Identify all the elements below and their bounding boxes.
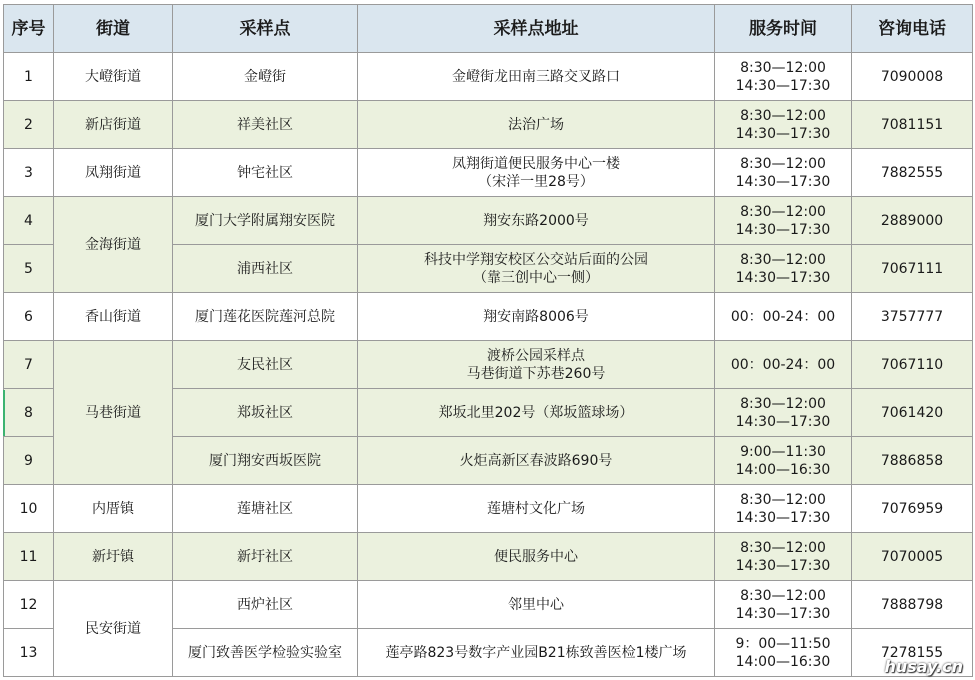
cell-street: 新圩镇: [54, 533, 173, 581]
cell-phone: 7882555: [852, 149, 973, 197]
sampling-sites-table: [3, 4, 973, 677]
cell-street: 内厝镇: [54, 485, 173, 533]
cell-site: 厦门致善医学检验实验室: [173, 629, 358, 677]
cell-phone: 7067110: [852, 341, 973, 389]
cell-address: [358, 389, 715, 437]
time-line: 14:30—17:30: [735, 269, 831, 286]
cell-no: 1: [4, 53, 54, 101]
cell-no: 11: [4, 533, 54, 581]
time-line: 14:30—17:30: [735, 125, 831, 142]
cell-time: [715, 149, 852, 197]
time-line: 14:30—17:30: [735, 221, 831, 238]
cell-no: 5: [4, 245, 54, 293]
cell-phone: 7888798: [852, 581, 973, 629]
time-line: 14:00—16:30: [735, 653, 831, 670]
time-line: 14:30—17:30: [735, 77, 831, 94]
cell-no: 4: [4, 197, 54, 245]
cell-street: 凤翔街道: [54, 149, 173, 197]
cell-site: 莲塘社区: [173, 485, 358, 533]
cell-phone: 7081151: [852, 101, 973, 149]
header-street: 街道: [54, 5, 173, 53]
cell-site: 厦门莲花医院莲河总院: [173, 293, 358, 341]
address-line: 金嶝街龙田南三路交叉路口: [452, 68, 620, 85]
cell-time: [715, 485, 852, 533]
cell-street: 金海街道: [54, 197, 173, 293]
table-row: [4, 533, 973, 581]
cell-phone: 7076959: [852, 485, 973, 533]
time-line: 8:30—12:00: [740, 587, 826, 604]
time-line: 14:30—17:30: [735, 605, 831, 622]
cell-street: 大嶝街道: [54, 53, 173, 101]
address-line: 翔安东路2000号: [483, 212, 589, 229]
cell-site: 金嶝街: [173, 53, 358, 101]
table-row: [4, 581, 973, 629]
time-line: 14:30—17:30: [735, 173, 831, 190]
cell-no: 6: [4, 293, 54, 341]
address-line: 法治广场: [508, 116, 564, 133]
cell-address: [358, 437, 715, 485]
cell-time: [715, 437, 852, 485]
table-row: [4, 341, 973, 389]
cell-time: [715, 101, 852, 149]
cell-site: 厦门大学附属翔安医院: [173, 197, 358, 245]
time-line: 8:30—12:00: [740, 155, 826, 172]
header-row: [4, 5, 973, 53]
cell-time: [715, 581, 852, 629]
time-line: 8:30—12:00: [740, 491, 826, 508]
time-line: 9:00—11:30: [740, 443, 826, 460]
cell-address: [358, 293, 715, 341]
time-line: 8:30—12:00: [740, 539, 826, 556]
table-row: [4, 149, 973, 197]
header-site: 采样点: [173, 5, 358, 53]
time-line: 8:30—12:00: [740, 251, 826, 268]
cell-no: 2: [4, 101, 54, 149]
cell-no: 3: [4, 149, 54, 197]
cell-address: [358, 485, 715, 533]
cell-time: [715, 533, 852, 581]
cell-no: 7: [4, 341, 54, 389]
cell-phone: 7886858: [852, 437, 973, 485]
cell-phone: 7090008: [852, 53, 973, 101]
cell-time: [715, 389, 852, 437]
selection-marker: [3, 390, 5, 436]
cell-street: 香山街道: [54, 293, 173, 341]
address-line: 邻里中心: [508, 596, 564, 613]
address-line: 凤翔街道便民服务中心一楼: [452, 155, 620, 172]
cell-phone: 7278155: [852, 629, 973, 677]
time-line: 14:30—17:30: [735, 413, 831, 430]
address-line: 翔安南路8006号: [483, 308, 589, 325]
cell-street: 民安街道: [54, 581, 173, 677]
cell-site: 友民社区: [173, 341, 358, 389]
time-line: 8:30—12:00: [740, 59, 826, 76]
cell-address: [358, 53, 715, 101]
cell-phone: 7070005: [852, 533, 973, 581]
cell-address: [358, 149, 715, 197]
time-line: 8:30—12:00: [740, 107, 826, 124]
address-line: （宋洋一里28号）: [478, 173, 594, 190]
address-line: 火炬高新区春波路690号: [459, 452, 613, 469]
table-row: [4, 53, 973, 101]
address-line: 莲亭路823号数字产业园B21栋致善医检1楼广场: [385, 644, 687, 661]
cell-street: 新店街道: [54, 101, 173, 149]
time-line: 00：00-24：00: [730, 308, 836, 325]
cell-no: 9: [4, 437, 54, 485]
cell-address: [358, 245, 715, 293]
address-line: 郑坂北里202号（郑坂篮球场）: [438, 404, 634, 421]
cell-no: 12: [4, 581, 54, 629]
time-line: 14:30—17:30: [735, 557, 831, 574]
cell-site: 浦西社区: [173, 245, 358, 293]
header-no: 序号: [4, 5, 54, 53]
address-line: 马巷街道下苏巷260号: [466, 365, 606, 382]
cell-time: [715, 341, 852, 389]
cell-address: [358, 197, 715, 245]
cell-no: 10: [4, 485, 54, 533]
address-line: 渡桥公园采样点: [487, 347, 585, 364]
address-line: 莲塘村文化广场: [487, 500, 585, 517]
cell-street: 马巷街道: [54, 341, 173, 485]
table-row: [4, 197, 973, 245]
cell-site: 新圩社区: [173, 533, 358, 581]
cell-no: 8: [4, 389, 54, 437]
address-line: 科技中学翔安校区公交站后面的公园: [424, 251, 648, 268]
cell-phone: 2889000: [852, 197, 973, 245]
table-row: [4, 293, 973, 341]
cell-no: 13: [4, 629, 54, 677]
time-line: 8:30—12:00: [740, 395, 826, 412]
table-row: [4, 101, 973, 149]
time-line: 14:30—17:30: [735, 509, 831, 526]
cell-phone: 3757777: [852, 293, 973, 341]
cell-site: 祥美社区: [173, 101, 358, 149]
cell-site: 厦门翔安西坂医院: [173, 437, 358, 485]
address-line: （靠三创中心一侧）: [473, 269, 599, 286]
time-line: 8:30—12:00: [740, 203, 826, 220]
cell-time: [715, 629, 852, 677]
header-phone: 咨询电话: [852, 5, 973, 53]
table-row: [4, 485, 973, 533]
cell-site: 西炉社区: [173, 581, 358, 629]
cell-time: [715, 197, 852, 245]
cell-phone: 7061420: [852, 389, 973, 437]
cell-phone: 7067111: [852, 245, 973, 293]
cell-time: [715, 53, 852, 101]
time-line: 9：00—11:50: [735, 635, 831, 652]
header-address: 采样点地址: [358, 5, 715, 53]
cell-address: [358, 581, 715, 629]
cell-address: [358, 629, 715, 677]
header-service-time: 服务时间: [715, 5, 852, 53]
cell-site: 钟宅社区: [173, 149, 358, 197]
address-line: 便民服务中心: [494, 548, 578, 565]
cell-site: 郑坂社区: [173, 389, 358, 437]
time-line: 00：00-24：00: [730, 356, 836, 373]
cell-time: [715, 245, 852, 293]
cell-address: [358, 101, 715, 149]
cell-address: [358, 341, 715, 389]
time-line: 14:00—16:30: [735, 461, 831, 478]
cell-time: [715, 293, 852, 341]
watermark: husay.cn: [884, 657, 963, 676]
cell-address: [358, 533, 715, 581]
